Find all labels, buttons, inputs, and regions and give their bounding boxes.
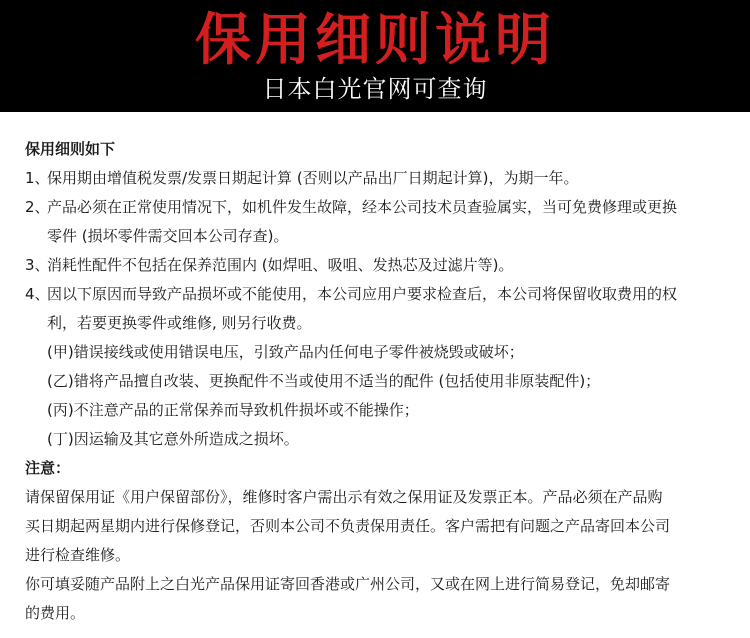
notes-line: 你可填妥随产品附上之白光产品保用证寄回香港或广州公司，又或在网上进行简易登记，免却邮寄 bbox=[25, 575, 671, 593]
term-text: 产品必须在正常使用情况下，如机件发生故障，经本公司技术员查验属实，当可免费修理或更换 bbox=[47, 198, 678, 216]
header-banner bbox=[0, 0, 750, 112]
term-item-3 bbox=[25, 251, 730, 280]
term-text: 消耗性配件不包括在保养范围内 (如焊咀、吸咀、发热芯及过滤片等)。 bbox=[47, 256, 514, 274]
page-subtitle: 日本白光官网可查询 bbox=[262, 75, 488, 103]
exclusion-item-b: (乙)错将产品擅自改装、更换配件不当或使用不适当的配件 (包括使用非原装配件)； bbox=[47, 372, 601, 390]
term-item-1 bbox=[25, 164, 730, 193]
term-number: 3、 bbox=[25, 256, 50, 274]
notes-line: 买日期起两星期内进行保修登记，否则本公司不负责保用责任。客户需把有问题之产品寄回本公司 bbox=[25, 517, 671, 535]
term-item-2-continued: 零件 (损坏零件需交回本公司存查)。 bbox=[47, 227, 289, 245]
page-title: 保用细则说明 bbox=[195, 8, 555, 73]
exclusion-item-d: (丁)因运输及其它意外所造成之损坏。 bbox=[47, 430, 299, 448]
warranty-terms-heading: 保用细则如下 bbox=[25, 140, 116, 158]
term-number: 4、 bbox=[25, 285, 50, 303]
term-item-2 bbox=[25, 193, 730, 222]
term-text: 保用期由增值税发票/发票日期起计算 (否则以产品出厂日期起计算)，为期一年。 bbox=[47, 169, 579, 187]
term-item-4-continued: 利，若要更换零件或维修, 则另行收费。 bbox=[47, 314, 312, 332]
exclusion-item-c: (丙)不注意产品的正常保养而导致机件损坏或不能操作； bbox=[47, 401, 419, 419]
term-item-4 bbox=[25, 280, 730, 309]
notes-heading: 注意： bbox=[25, 459, 71, 477]
term-number: 1、 bbox=[25, 169, 50, 187]
notes-line: 的费用。 bbox=[25, 604, 86, 622]
term-number: 2、 bbox=[25, 198, 50, 216]
exclusion-item-a: (甲)错误接线或使用错误电压，引致产品内任何电子零件被烧毁或破坏； bbox=[47, 343, 524, 361]
notes-line: 请保留保用证《用户保留部份》，维修时客户需出示有效之保用证及发票正本。产品必须在产品购 bbox=[25, 488, 663, 506]
warranty-content bbox=[25, 135, 730, 628]
term-text: 因以下原因而导致产品损坏或不能使用，本公司应用户要求检查后，本公司将保留收取费用的权 bbox=[47, 285, 678, 303]
notes-line: 进行检查维修。 bbox=[25, 546, 131, 564]
